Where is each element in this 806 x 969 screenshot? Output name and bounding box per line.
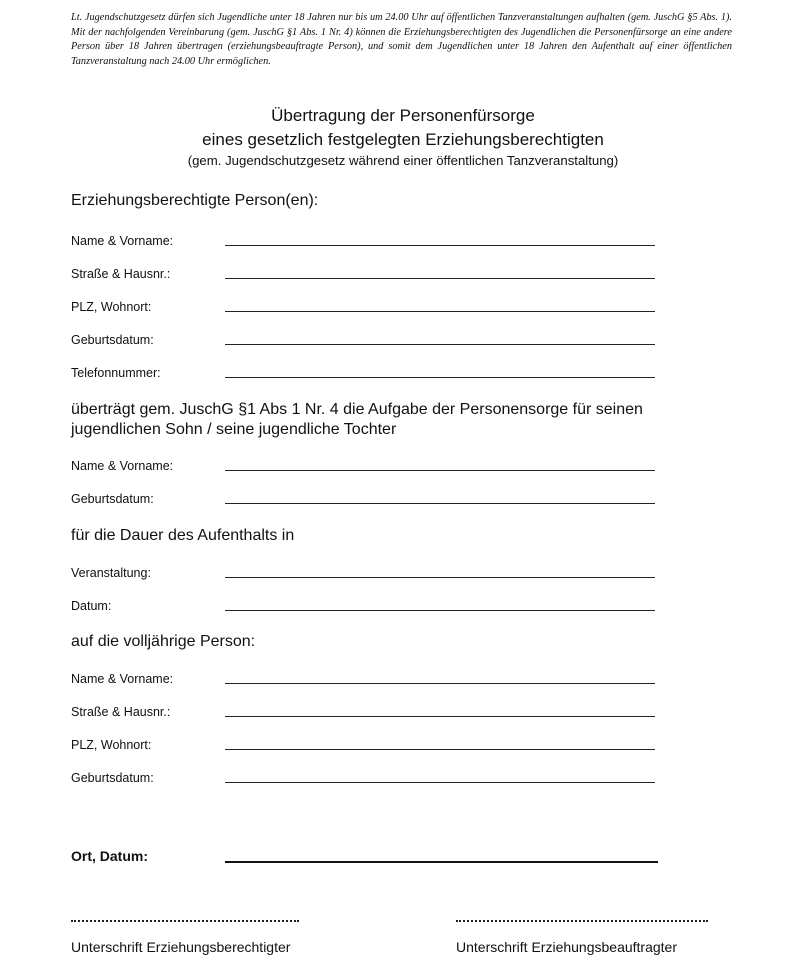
fill-in-line-guardian-street[interactable]: [225, 278, 655, 279]
form-subtitle: (gem. Jugendschutzgesetz während einer öffentlichen Tanzveranstaltung): [187, 153, 619, 168]
fill-in-line-date[interactable]: [225, 610, 655, 611]
signature-label-delegate: Unterschrift Erziehungsbeauftragter: [456, 939, 677, 955]
field-label: Straße & Hausnr.:: [71, 705, 171, 719]
fill-in-line-adult-street[interactable]: [225, 716, 655, 717]
signature-label-guardian: Unterschrift Erziehungsberechtigter: [71, 939, 291, 955]
fill-in-line-guardian-name[interactable]: [225, 245, 655, 246]
fill-in-line-place-date[interactable]: [225, 861, 658, 863]
fill-in-line-adult-city[interactable]: [225, 749, 655, 750]
fill-in-line-guardian-birthdate[interactable]: [225, 344, 655, 345]
field-label: Geburtsdatum:: [71, 333, 154, 347]
fill-in-line-minor-birthdate[interactable]: [225, 503, 655, 504]
section-heading-guardian: Erziehungsberechtigte Person(en):: [71, 192, 319, 209]
field-label: Telefonnummer:: [71, 366, 161, 380]
fill-in-line-adult-name[interactable]: [225, 683, 655, 684]
place-date-label: Ort, Datum:: [71, 848, 148, 864]
intro-paragraph: Lt. Jugendschutzgesetz dürfen sich Jugendliche unter 18 Jahren nur bis um 24.00 Uhr auf öffentlichen Tanzveranstaltungen aufhalten (gem. JuschG §5 Abs. 1). Mit der nachfolgenden Vereinbarung (gem. JuschG §1 Abs. 1 Nr. 4) können die Erziehungsberechtigten des Jugendlichen die Personenfürsorge an eine andere Person über 18 Jahren übertragen (erziehungsbeauftragte Person), und somit dem Jugendlichen unter 18 Jahren den Aufenthalt auf einer öffentlichen Tanzveranstaltung nach 24.00 Uhr ermöglichen.: [71, 12, 732, 67]
section-heading-duration: für die Dauer des Aufenthalts in: [71, 527, 295, 544]
signature-line-delegate[interactable]: [456, 920, 708, 922]
fill-in-line-minor-name[interactable]: [225, 470, 655, 471]
field-label: Name & Vorname:: [71, 234, 174, 248]
form-title-line2: eines gesetzlich festgelegten Erziehungsberechtigten: [202, 130, 604, 149]
fill-in-line-adult-birthdate[interactable]: [225, 782, 655, 783]
field-label: Geburtsdatum:: [71, 771, 154, 785]
field-label: PLZ, Wohnort:: [71, 300, 152, 314]
signature-line-guardian[interactable]: [71, 920, 299, 922]
field-label: Datum:: [71, 599, 112, 613]
field-label: Name & Vorname:: [71, 672, 174, 686]
field-label: Straße & Hausnr.:: [71, 267, 171, 281]
section-heading-adult: auf die volljährige Person:: [71, 633, 256, 650]
field-label: PLZ, Wohnort:: [71, 738, 152, 752]
fill-in-line-guardian-phone[interactable]: [225, 377, 655, 378]
field-label: Geburtsdatum:: [71, 492, 154, 506]
form-title: Übertragung der Personenfürsorge: [271, 106, 535, 125]
field-label: Name & Vorname:: [71, 459, 174, 473]
fill-in-line-guardian-city[interactable]: [225, 311, 655, 312]
section-heading-transfer: überträgt gem. JuschG §1 Abs 1 Nr. 4 die Aufgabe der Personensorge für seinen jugendlichen Sohn / seine jugendliche Tochter: [71, 401, 643, 438]
field-label: Veranstaltung:: [71, 566, 151, 580]
fill-in-line-event[interactable]: [225, 577, 655, 578]
